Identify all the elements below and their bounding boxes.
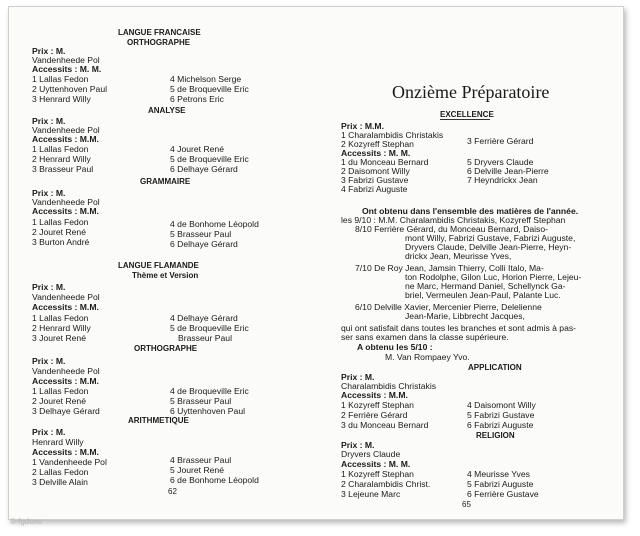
list-item: 5 de Broqueville Eric <box>170 323 249 333</box>
heading-analyse: ANALYSE <box>148 106 186 115</box>
list-item: 1 Vandenheede Pol <box>32 457 107 467</box>
list-item: 3 Delhaye Gérard <box>32 406 100 416</box>
accessits-label: Accessits : M.M. <box>32 206 99 216</box>
list-item: 4 Jouret René <box>170 144 224 154</box>
prix-winner: Vandenheede Pol <box>32 292 100 302</box>
heading-arithmetique: ARITHMETIQUE <box>128 416 189 425</box>
list-item: 2 Lallas Fedon <box>32 467 89 477</box>
accessits-label: Accessits : M. M. <box>32 64 102 74</box>
prix-winner: Henrard Willy <box>32 437 84 447</box>
prix-label: Prix : M. <box>32 282 66 292</box>
list-item: 1 Lallas Fedon <box>32 144 89 154</box>
ensemble-line: les 9/10 : M.M. Charalambidis Christakis, Kozyreff Stephan <box>341 215 566 225</box>
list-item: 1 Lallas Fedon <box>32 313 89 323</box>
prix-label: Prix : M. <box>341 372 375 382</box>
accessits-label: Accessits : M.M. <box>32 302 99 312</box>
page-title: Onzième Préparatoire <box>392 82 550 102</box>
accessits-label: Accessits : M. M. <box>341 459 411 469</box>
heading-langue-francaise: LANGUE FRANCAISE <box>118 28 201 37</box>
ensemble-line: Jean-Marie, Libbrecht Jacques, <box>405 311 525 321</box>
list-item: 4 Michelson Serge <box>170 74 242 84</box>
list-item: 6 Fabrizi Auguste <box>467 420 534 430</box>
list-item: 4 de Bonhome Léopold <box>170 219 259 229</box>
list-item: 3 Henrard Willy <box>32 94 91 104</box>
accessits-label: Accessits : M.M. <box>32 447 99 457</box>
heading-application: APPLICATION <box>468 363 522 372</box>
list-item: 3 Fabrizi Gustave <box>341 175 409 185</box>
prix-winner: 1 Charalambidis Christakis <box>341 130 444 140</box>
ensemble-line: 6/10 Delville Xavier, Mercenier Pierre, Delelienne <box>355 302 542 312</box>
ensemble-line: drickx Jean, Meurisse Yves, <box>405 251 512 261</box>
list-item: 2 Daisomont Willy <box>341 166 410 176</box>
list-item: 7 Heyndrickx Jean <box>467 175 538 185</box>
list-item: 3 du Monceau Bernard <box>341 420 429 430</box>
list-item: 4 Fabrizi Auguste <box>341 184 408 194</box>
list-item: Brasseur Paul <box>178 333 232 343</box>
heading-langue-flamande: LANGUE FLAMANDE <box>118 261 199 270</box>
accessits-label: Accessits : M. M. <box>341 148 411 158</box>
prix-winner: Charalambidis Christakis <box>341 381 437 391</box>
heading-orthographe: ORTHOGRAPHE <box>134 344 198 353</box>
ensemble-line: briel, Vermeulen Jean-Paul, Palante Luc. <box>405 290 561 300</box>
list-item: 5 Fabrizi Auguste <box>467 479 534 489</box>
list-item: 4 Daisomont Willy <box>467 400 536 410</box>
prix-winner: 2 Kozyreff Stephan <box>341 139 414 149</box>
heading-theme-version: Thème et Version <box>132 271 199 280</box>
list-item: 3 Brasseur Paul <box>32 164 94 174</box>
ensemble-line: M. Van Rompaey Yvo. <box>385 352 470 362</box>
ensemble-line: mont Willy, Fabrizi Gustave, Fabrizi Auguste, <box>405 233 576 243</box>
prix-winner: Dryvers Claude <box>341 449 401 459</box>
heading-underline <box>440 119 490 120</box>
list-item: 3 Jouret René <box>32 333 86 343</box>
list-item: 3 Delville Alain <box>32 477 88 487</box>
list-item: 1 Lallas Fedon <box>32 74 89 84</box>
prix-label: Prix : M. <box>32 116 66 126</box>
list-item: 3 Ferrière Gérard <box>467 136 534 146</box>
prix-label: Prix : M.M. <box>341 121 384 131</box>
list-item: 1 Kozyreff Stephan <box>341 469 414 479</box>
accessits-label: Accessits : M.M. <box>341 390 408 400</box>
watermark: © fgdoxu <box>10 517 43 526</box>
ensemble-line: 8/10 Ferrière Gérard, du Monceau Bernard, Daiso- <box>355 224 548 234</box>
list-item: 3 Lejeune Marc <box>341 489 401 499</box>
list-item: 2 Jouret René <box>32 227 86 237</box>
ensemble-line: ser sans examen dans la classe supérieure. <box>341 332 509 342</box>
ensemble-line: ton Rodolphe, Gilon Luc, Horion Pierre, Lejeu- <box>405 272 582 282</box>
accessits-label: Accessits : M.M. <box>32 134 99 144</box>
list-item: 1 Lallas Fedon <box>32 386 89 396</box>
ensemble-line: qui ont satisfait dans toutes les branches et sont admis à pas- <box>341 323 577 333</box>
list-item: 4 Delhaye Gérard <box>170 313 238 323</box>
list-item: 1 Lallas Fedon <box>32 217 89 227</box>
ensemble-heading: Ont obtenu dans l'ensemble des matières de l'année. <box>362 206 579 216</box>
heading-grammaire: GRAMMAIRE <box>140 177 191 186</box>
list-item: 6 de Bonhome Léopold <box>170 475 259 485</box>
ensemble-line: ne Marc, Hermand Daniel, Schellynck Ga- <box>405 281 566 291</box>
list-item: 6 Petrons Eric <box>170 94 224 104</box>
list-item: 2 Henrard Willy <box>32 154 91 164</box>
prix-label: Prix : M. <box>32 427 66 437</box>
list-item: 5 de Broqueville Eric <box>170 154 249 164</box>
list-item: 5 Dryvers Claude <box>467 157 534 167</box>
list-item: 5 Fabrizi Gustave <box>467 410 535 420</box>
list-item: 5 Jouret René <box>170 465 224 475</box>
heading-religion: RELIGION <box>476 431 515 440</box>
list-item: 2 Charalambidis Christ. <box>341 479 431 489</box>
list-item: 6 Uyttenhoven Paul <box>170 406 246 416</box>
list-item: 2 Uyttenhoven Paul <box>32 84 108 94</box>
prix-winner: Vandenheede Pol <box>32 55 100 65</box>
list-item: 4 de Broqueville Eric <box>170 386 249 396</box>
list-item: 3 Burton André <box>32 237 90 247</box>
prix-label: Prix : M. <box>341 440 375 450</box>
list-item: 5 de Broqueville Eric <box>170 84 249 94</box>
list-item: 5 Brasseur Paul <box>170 396 232 406</box>
ensemble-line: 7/10 De Roy Jean, Jamsin Thierry, Colli Italo, Ma- <box>355 263 544 273</box>
list-item: 6 Delhaye Gérard <box>170 239 238 249</box>
list-item: 2 Henrard Willy <box>32 323 91 333</box>
heading-excellence: EXCELLENCE <box>440 110 494 119</box>
accessits-label: Accessits : M.M. <box>32 376 99 386</box>
list-item: 6 Delville Jean-Pierre <box>467 166 549 176</box>
prix-winner: Vandenheede Pol <box>32 125 100 135</box>
list-item: 6 Delhaye Gérard <box>170 164 238 174</box>
ensemble-line: A obtenu les 5/10 : <box>357 342 433 352</box>
prix-label: Prix : M. <box>32 356 66 366</box>
list-item: 2 Jouret René <box>32 396 86 406</box>
list-item: 4 Meurisse Yves <box>467 469 530 479</box>
page-number: 65 <box>462 500 471 509</box>
list-item: 2 Ferrière Gérard <box>341 410 408 420</box>
list-item: 5 Brasseur Paul <box>170 229 232 239</box>
list-item: 4 Brasseur Paul <box>170 455 232 465</box>
ensemble-line: Dryvers Claude, Delville Jean-Pierre, Heyn- <box>405 242 572 252</box>
list-item: 1 Kozyreff Stephan <box>341 400 414 410</box>
prix-winner: Vandenheede Pol <box>32 197 100 207</box>
prix-label: Prix : M. <box>32 46 66 56</box>
list-item: 1 du Monceau Bernard <box>341 157 429 167</box>
heading-orthographe: ORTHOGRAPHE <box>127 38 191 47</box>
page-number: 62 <box>168 487 177 496</box>
list-item: 6 Ferrière Gustave <box>467 489 539 499</box>
prix-label: Prix : M. <box>32 188 66 198</box>
prix-winner: Vandenheede Pol <box>32 366 100 376</box>
